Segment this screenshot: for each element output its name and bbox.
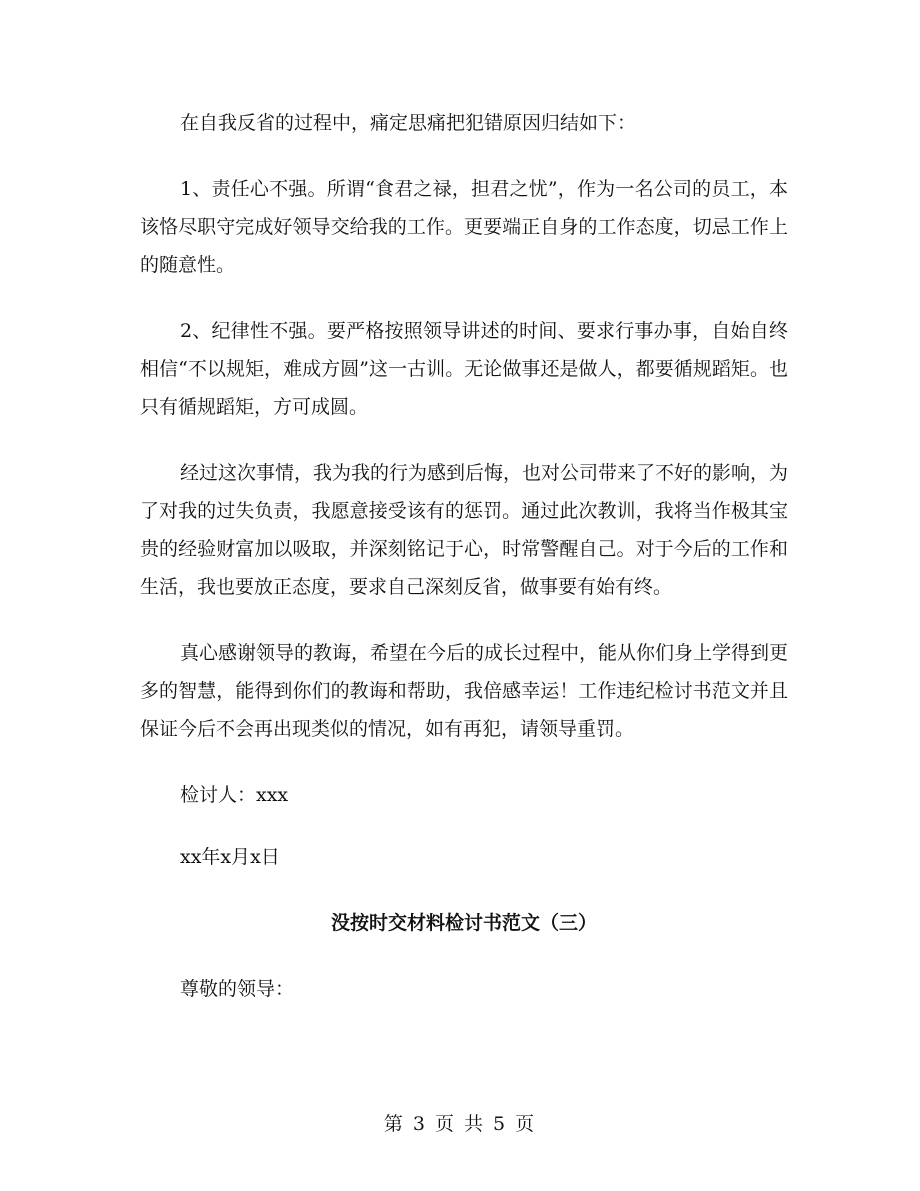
paragraph-reflection: 经过这次事情，我为我的行为感到后悔，也对公司带来了不好的影响，为了对我的过失负责，我愿意接受该有的惩罚。通过此次教训，我将当作极其宝贵的经验财富加以吸取，并深刻铭记于心，时常警醒自己。对于今后的工作和生活，我也要放正态度，要求自己深刻反省，做事要有始有终。 <box>140 462 789 598</box>
section-heading: 没按时交材料检讨书范文（三） <box>330 912 597 934</box>
document-body <box>140 104 788 1008</box>
signer-line: 检讨人：xxx <box>180 784 289 806</box>
paragraph-thanks: 真心感谢领导的教诲，希望在今后的成长过程中，能从你们身上学得到更多的智慧，能得到你们的教诲和帮助，我倍感幸运！工作违纪检讨书范文并且保证今后不会再出现类似的情况，如有再犯，请领导重罚。 <box>140 642 789 740</box>
paragraph-point-1: 1、责任心不强。所谓“食君之禄，担君之忧”，作为一名公司的员工，本该恪尽职守完成好领导交给我的工作。更要端正自身的工作态度，切忌工作上的随意性。 <box>140 178 788 276</box>
paragraph-point-2: 2、纪律性不强。要严格按照领导讲述的时间、要求行事办事，自始自终相信“不以规矩，难成方圆”这一古训。无论做事还是做人，都要循规蹈矩。也只有循规蹈矩，方可成圆。 <box>140 320 788 418</box>
date-line: xx年x月x日 <box>180 846 280 868</box>
paragraph-intro: 在自我反省的过程中，痛定思痛把犯错原因归结如下： <box>180 112 637 134</box>
salutation-line: 尊敬的领导： <box>180 978 295 1000</box>
page-number-footer: 第 3 页 共 5 页 <box>383 1113 537 1135</box>
